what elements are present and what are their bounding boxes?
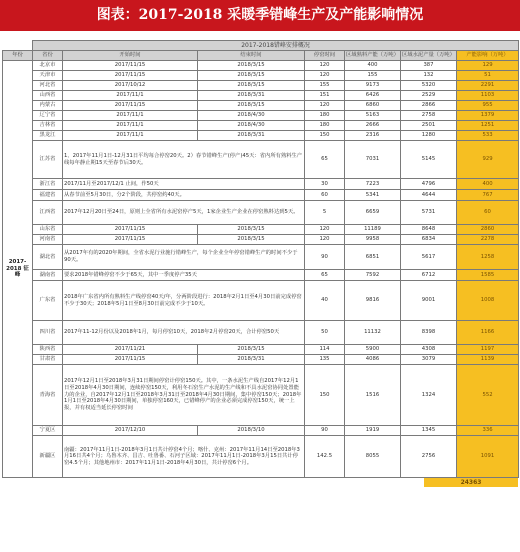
end-date-cell: 2018/3/15 — [198, 235, 305, 245]
header-province: 省份 — [33, 51, 63, 61]
table-row — [3, 235, 519, 245]
province-cell: 浙江省 — [33, 179, 63, 190]
clinker-capacity-cell: 4086 — [345, 355, 401, 365]
province-cell: 辽宁省 — [33, 111, 63, 121]
province-cell: 广东省 — [33, 281, 63, 321]
clinker-capacity-cell: 6860 — [345, 101, 401, 111]
province-cell: 陕西省 — [33, 345, 63, 355]
year-cell: 2017-2018 征峰 — [3, 61, 33, 478]
province-cell: 甘肃省 — [33, 355, 63, 365]
table-row — [3, 190, 519, 201]
start-date-cell: 2017/11/1 — [63, 131, 198, 141]
clinker-capacity-cell: 7031 — [345, 141, 401, 179]
start-date-cell: 2017/10/12 — [63, 81, 198, 91]
province-cell: 北京市 — [33, 61, 63, 71]
shutdown-days-cell: 90 — [305, 245, 345, 270]
shutdown-days-cell: 114 — [305, 345, 345, 355]
table-row — [3, 365, 519, 426]
shutdown-days-cell: 40 — [305, 281, 345, 321]
clinker-capacity-cell: 5900 — [345, 345, 401, 355]
policy-cell: 2017年12月20日至24日，原则上全省所有水泥窑停产5天，1家企业生产企业在停窑熟料达到5天。 — [63, 201, 305, 225]
table-row — [3, 355, 519, 365]
clinker-capacity-cell: 7223 — [345, 179, 401, 190]
table-row — [3, 179, 519, 190]
cement-output-cell: 9001 — [401, 281, 457, 321]
cement-output-cell: 5145 — [401, 141, 457, 179]
capacity-impact-cell: 533 — [457, 131, 519, 141]
cement-output-cell: 1324 — [401, 365, 457, 426]
clinker-capacity-cell: 1516 — [345, 365, 401, 426]
clinker-capacity-cell: 2316 — [345, 131, 401, 141]
clinker-capacity-cell: 8055 — [345, 436, 401, 478]
cement-output-cell: 8648 — [401, 225, 457, 235]
table-row — [3, 436, 519, 478]
province-cell: 宁夏区 — [33, 426, 63, 436]
shutdown-days-cell: 180 — [305, 121, 345, 131]
table-row — [3, 321, 519, 345]
cement-output-cell: 8398 — [401, 321, 457, 345]
table-row — [3, 281, 519, 321]
policy-cell: 从春节前至5月30日，分2个阶段，共停窑约40天。 — [63, 190, 305, 201]
shutdown-days-cell: 155 — [305, 81, 345, 91]
start-date-cell: 2017/11/1 — [63, 111, 198, 121]
cement-output-cell: 132 — [401, 71, 457, 81]
table-row — [3, 121, 519, 131]
cement-output-cell: 1345 — [401, 426, 457, 436]
shutdown-days-cell: 65 — [305, 141, 345, 179]
start-date-cell: 2017/11/15 — [63, 235, 198, 245]
capacity-impact-cell: 1139 — [457, 355, 519, 365]
start-date-cell: 2017/12/10 — [63, 426, 198, 436]
header-shutdown-days: 停窑时间 — [305, 51, 345, 61]
end-date-cell: 2018/4/30 — [198, 111, 305, 121]
cement-output-cell: 5731 — [401, 201, 457, 225]
shutdown-days-cell: 180 — [305, 111, 345, 121]
policy-cell: 2018年广东省内所有熟料生产线停窑40天/年，分两阶段进行：2018年2月1日至4月30日前完成停窑不少于30天；2018年5月1日至8月30日前完成不少于10天。 — [63, 281, 305, 321]
province-cell: 吉林省 — [33, 121, 63, 131]
province-cell: 湖南省 — [33, 270, 63, 281]
cement-output-cell: 5617 — [401, 245, 457, 270]
clinker-capacity-cell: 6426 — [345, 91, 401, 101]
shutdown-days-cell: 150 — [305, 365, 345, 426]
policy-cell: 2017/11月至2017/12/1 止间，作50天 — [63, 179, 305, 190]
cement-output-cell: 387 — [401, 61, 457, 71]
clinker-capacity-cell: 6659 — [345, 201, 401, 225]
shutdown-days-cell: 90 — [305, 426, 345, 436]
clinker-capacity-cell: 7592 — [345, 270, 401, 281]
shutdown-days-cell: 120 — [305, 101, 345, 111]
table-row — [3, 225, 519, 235]
table-row — [3, 91, 519, 101]
end-date-cell: 2018/3/10 — [198, 426, 305, 436]
end-date-cell: 2018/3/15 — [198, 61, 305, 71]
capacity-impact-cell: 2278 — [457, 235, 519, 245]
table-row — [3, 71, 519, 81]
cement-output-cell: 3079 — [401, 355, 457, 365]
capacity-impact-cell: 1197 — [457, 345, 519, 355]
province-cell: 四川省 — [33, 321, 63, 345]
end-date-cell: 2018/4/30 — [198, 121, 305, 131]
end-date-cell: 2018/3/31 — [198, 355, 305, 365]
table-row — [3, 270, 519, 281]
province-cell: 河北省 — [33, 81, 63, 91]
peak-shifting-table-wrapper — [2, 40, 518, 487]
header-capacity-impact: 产能影响（万吨） — [457, 51, 519, 61]
capacity-impact-cell: 1585 — [457, 270, 519, 281]
end-date-cell: 2018/3/31 — [198, 91, 305, 101]
shutdown-days-cell: 60 — [305, 190, 345, 201]
capacity-impact-cell: 336 — [457, 426, 519, 436]
shutdown-days-cell: 5 — [305, 201, 345, 225]
province-cell: 内蒙古 — [33, 101, 63, 111]
shutdown-days-cell: 142.5 — [305, 436, 345, 478]
shutdown-days-cell: 120 — [305, 225, 345, 235]
clinker-capacity-cell: 5163 — [345, 111, 401, 121]
table-title: 2017-2018错峰安排概况 — [33, 41, 519, 51]
total-impact: 24363 — [424, 478, 518, 487]
header-end-time: 结束时间 — [198, 51, 305, 61]
end-date-cell: 2018/3/15 — [198, 81, 305, 91]
cement-output-cell: 2756 — [401, 436, 457, 478]
capacity-impact-cell: 2860 — [457, 225, 519, 235]
clinker-capacity-cell: 6851 — [345, 245, 401, 270]
table-row — [3, 101, 519, 111]
shutdown-days-cell: 120 — [305, 61, 345, 71]
table-row — [3, 141, 519, 179]
peak-shifting-table — [2, 40, 519, 478]
capacity-impact-cell: 552 — [457, 365, 519, 426]
capacity-impact-cell: 955 — [457, 101, 519, 111]
header-start-time: 开始时间 — [63, 51, 198, 61]
province-cell: 黑龙江 — [33, 131, 63, 141]
shutdown-days-cell: 120 — [305, 235, 345, 245]
province-cell: 江西省 — [33, 201, 63, 225]
clinker-capacity-cell: 9173 — [345, 81, 401, 91]
province-cell: 福建省 — [33, 190, 63, 201]
start-date-cell: 2017/11/15 — [63, 101, 198, 111]
cement-output-cell: 2501 — [401, 121, 457, 131]
end-date-cell: 2018/3/15 — [198, 225, 305, 235]
clinker-capacity-cell: 1919 — [345, 426, 401, 436]
policy-cell: 2017年12月1日至2018年3月31日期间停窑计停窑150天。其中，一条水泥生产线自2017年12月1日至2018年4月30日期间，连续停窑150天，利用冬石窑生产水泥的生产线和不具水泥窑协同处置能力的企业，自2017年12月1日至2018年3月31日至2018年4月30日期间，集中停窑150天；2018年1月1日至2018年4月30日期间，单独停窑160天，已错峰停产的企业必须完成停窑150天，统一上报，并有权适当延长停窑时间 — [63, 365, 305, 426]
capacity-impact-cell: 1166 — [457, 321, 519, 345]
start-date-cell: 2017/11/15 — [63, 355, 198, 365]
capacity-impact-cell: 1251 — [457, 121, 519, 131]
table-row — [3, 426, 519, 436]
end-date-cell: 2018/3/15 — [198, 345, 305, 355]
province-cell: 天津市 — [33, 71, 63, 81]
cement-output-cell: 2758 — [401, 111, 457, 121]
clinker-capacity-cell: 9958 — [345, 235, 401, 245]
cement-output-cell: 4644 — [401, 190, 457, 201]
clinker-capacity-cell: 400 — [345, 61, 401, 71]
clinker-capacity-cell: 9816 — [345, 281, 401, 321]
capacity-impact-cell: 2291 — [457, 81, 519, 91]
cement-output-cell: 6834 — [401, 235, 457, 245]
province-cell: 山西省 — [33, 91, 63, 101]
cement-output-cell: 1280 — [401, 131, 457, 141]
province-cell: 新疆区 — [33, 436, 63, 478]
table-row — [3, 131, 519, 141]
table-row — [3, 81, 519, 91]
cement-output-cell: 6712 — [401, 270, 457, 281]
header-cement-output: 区域水泥产量（万吨） — [401, 51, 457, 61]
clinker-capacity-cell: 155 — [345, 71, 401, 81]
start-date-cell: 2017/11/15 — [63, 61, 198, 71]
policy-cell: 南疆：2017年11月1日-2018年3月1日共计停窑4个月；喀什、克州：2017年11月14日至2018年3月16日共4个月；乌鲁木齐、昌吉、吐鲁番、石河子区域：2017年11月1日-2018年3月15日共计停窑4.5个月；其他地州市：2017年11月1日-2018年4月30日，共计停窑6个月。 — [63, 436, 305, 478]
capacity-impact-cell: 1103 — [457, 91, 519, 101]
table-row — [3, 201, 519, 225]
end-date-cell: 2018/3/31 — [198, 131, 305, 141]
header-clinker-capacity: 区域熟料产能（万吨） — [345, 51, 401, 61]
start-date-cell: 2017/11/1 — [63, 121, 198, 131]
start-date-cell: 2017/11/1 — [63, 91, 198, 101]
shutdown-days-cell: 151 — [305, 91, 345, 101]
province-cell: 江苏省 — [33, 141, 63, 179]
capacity-impact-cell: 400 — [457, 179, 519, 190]
policy-cell: 2017年11-12月份以及2018年1月，每月停窑10天，2018年2月停窑20天，合计停窑50天 — [63, 321, 305, 345]
clinker-capacity-cell: 2666 — [345, 121, 401, 131]
policy-cell: 1、2017年11月1日-12月31日平均每合停窑20天。2）春节错峰生产(停产)45天：省内所有熟料生产线每年静止期15天至春节后30天。 — [63, 141, 305, 179]
cement-output-cell: 2529 — [401, 91, 457, 101]
shutdown-days-cell: 65 — [305, 270, 345, 281]
capacity-impact-cell: 1008 — [457, 281, 519, 321]
cement-output-cell: 5320 — [401, 81, 457, 91]
cement-output-cell: 4308 — [401, 345, 457, 355]
capacity-impact-cell: 1258 — [457, 245, 519, 270]
capacity-impact-cell: 767 — [457, 190, 519, 201]
table-row — [3, 245, 519, 270]
policy-cell: 从2017年有的2020年期间，全省水泥行业施行错峰生产，每个企业全年停窑错峰生产的时间不少于90天。 — [63, 245, 305, 270]
capacity-impact-cell: 129 — [457, 61, 519, 71]
cement-output-cell: 4796 — [401, 179, 457, 190]
province-cell: 山东省 — [33, 225, 63, 235]
shutdown-days-cell: 120 — [305, 71, 345, 81]
capacity-impact-cell: 929 — [457, 141, 519, 179]
page-title: 图表：2017-2018 采暖季错峰生产及产能影响情况 — [0, 0, 520, 31]
end-date-cell: 2018/3/15 — [198, 71, 305, 81]
clinker-capacity-cell: 11132 — [345, 321, 401, 345]
capacity-impact-cell: 1091 — [457, 436, 519, 478]
shutdown-days-cell: 135 — [305, 355, 345, 365]
policy-cell: 要求2018年错峰停窑不少于65天，其中一季度停产35天 — [63, 270, 305, 281]
shutdown-days-cell: 30 — [305, 179, 345, 190]
capacity-impact-cell: 60 — [457, 201, 519, 225]
corner-cell — [3, 41, 33, 51]
start-date-cell: 2017/11/15 — [63, 225, 198, 235]
clinker-capacity-cell: 5341 — [345, 190, 401, 201]
table-row — [3, 345, 519, 355]
province-cell: 湖北省 — [33, 245, 63, 270]
start-date-cell: 2017/11/15 — [63, 71, 198, 81]
province-cell: 河南省 — [33, 235, 63, 245]
province-cell: 青海省 — [33, 365, 63, 426]
year-header: 年份 — [3, 51, 33, 61]
table-row — [3, 61, 519, 71]
shutdown-days-cell: 150 — [305, 131, 345, 141]
start-date-cell: 2017/11/21 — [63, 345, 198, 355]
capacity-impact-cell: 51 — [457, 71, 519, 81]
shutdown-days-cell: 50 — [305, 321, 345, 345]
capacity-impact-cell: 1379 — [457, 111, 519, 121]
table-row — [3, 111, 519, 121]
end-date-cell: 2018/3/15 — [198, 101, 305, 111]
clinker-capacity-cell: 11189 — [345, 225, 401, 235]
cement-output-cell: 2866 — [401, 101, 457, 111]
